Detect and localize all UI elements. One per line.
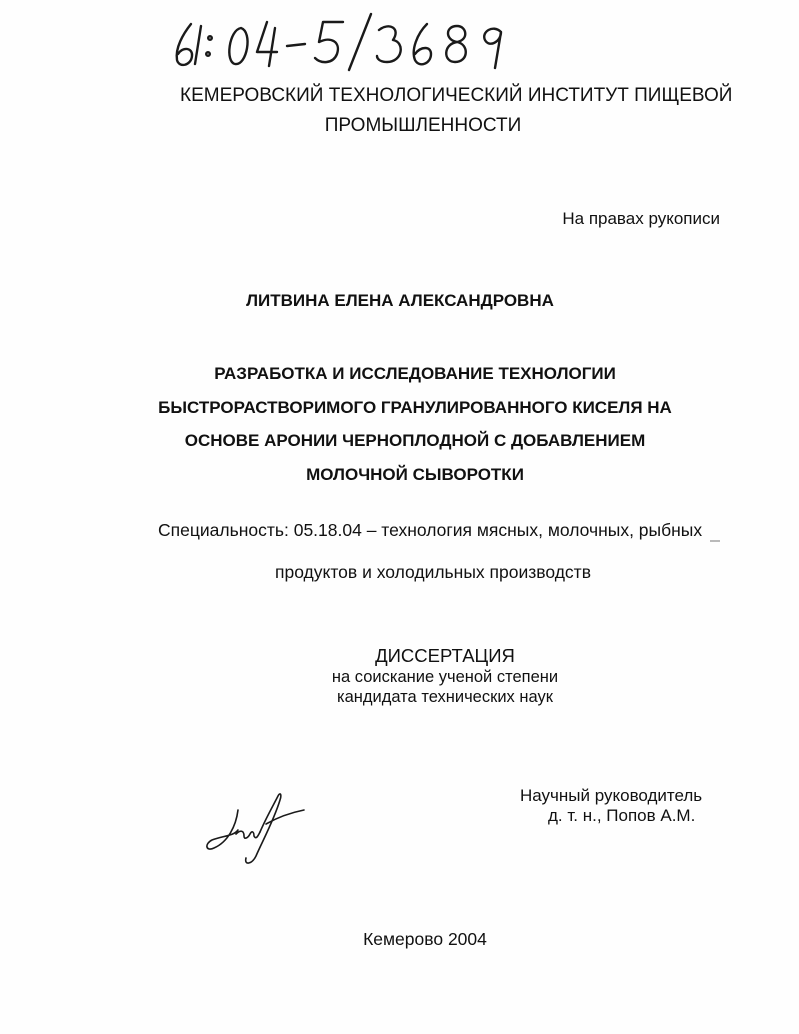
supervisor-label: Научный руководитель (520, 786, 703, 805)
dissertation-title (120, 357, 710, 491)
dissertation-degree-line1: на соискание ученой степени (331, 668, 559, 686)
supervisor-name: д. т. н., Попов А.М. (548, 806, 696, 825)
institute-name-line1: КЕМЕРОВСКИЙ ТЕХНОЛОГИЧЕСКИЙ ИНСТИТУТ ПИЩЕВОЙ (180, 85, 733, 106)
handwritten-catalog-number (165, 8, 525, 72)
specialty-line1: Специальность: 05.18.04 – технология мясных, молочных, рыбных (158, 520, 703, 540)
dissertation-degree-line2: кандидата технических наук (337, 688, 553, 706)
author-name: ЛИТВИНА ЕЛЕНА АЛЕКСАНДРОВНА (246, 291, 554, 310)
specialty-line2: продуктов и холодильных производств (274, 562, 591, 582)
rights-note: На правах рукописи (562, 209, 720, 228)
title-line: МОЛОЧНОЙ СЫВОРОТКИ (306, 464, 524, 484)
scan-mark (710, 540, 720, 542)
handwritten-signature (200, 790, 310, 870)
city-year: Кемерово 2004 (363, 929, 487, 949)
title-line: ОСНОВЕ АРОНИИ ЧЕРНОПЛОДНОЙ С ДОБАВЛЕНИЕМ (184, 431, 646, 450)
title-line: БЫСТРОРАСТВОРИМОГО ГРАНУЛИРОВАННОГО КИСЕЛЯ НА (158, 397, 672, 417)
institute-name-line2: ПРОМЫШЛЕННОСТИ (324, 115, 522, 136)
dissertation-label: ДИССЕРТАЦИЯ (375, 645, 515, 666)
title-line: РАЗРАБОТКА И ИССЛЕДОВАНИЕ ТЕХНОЛОГИИ (214, 364, 616, 383)
catalog-number-text: 61: 04-5/3689 (165, 8, 172, 9)
